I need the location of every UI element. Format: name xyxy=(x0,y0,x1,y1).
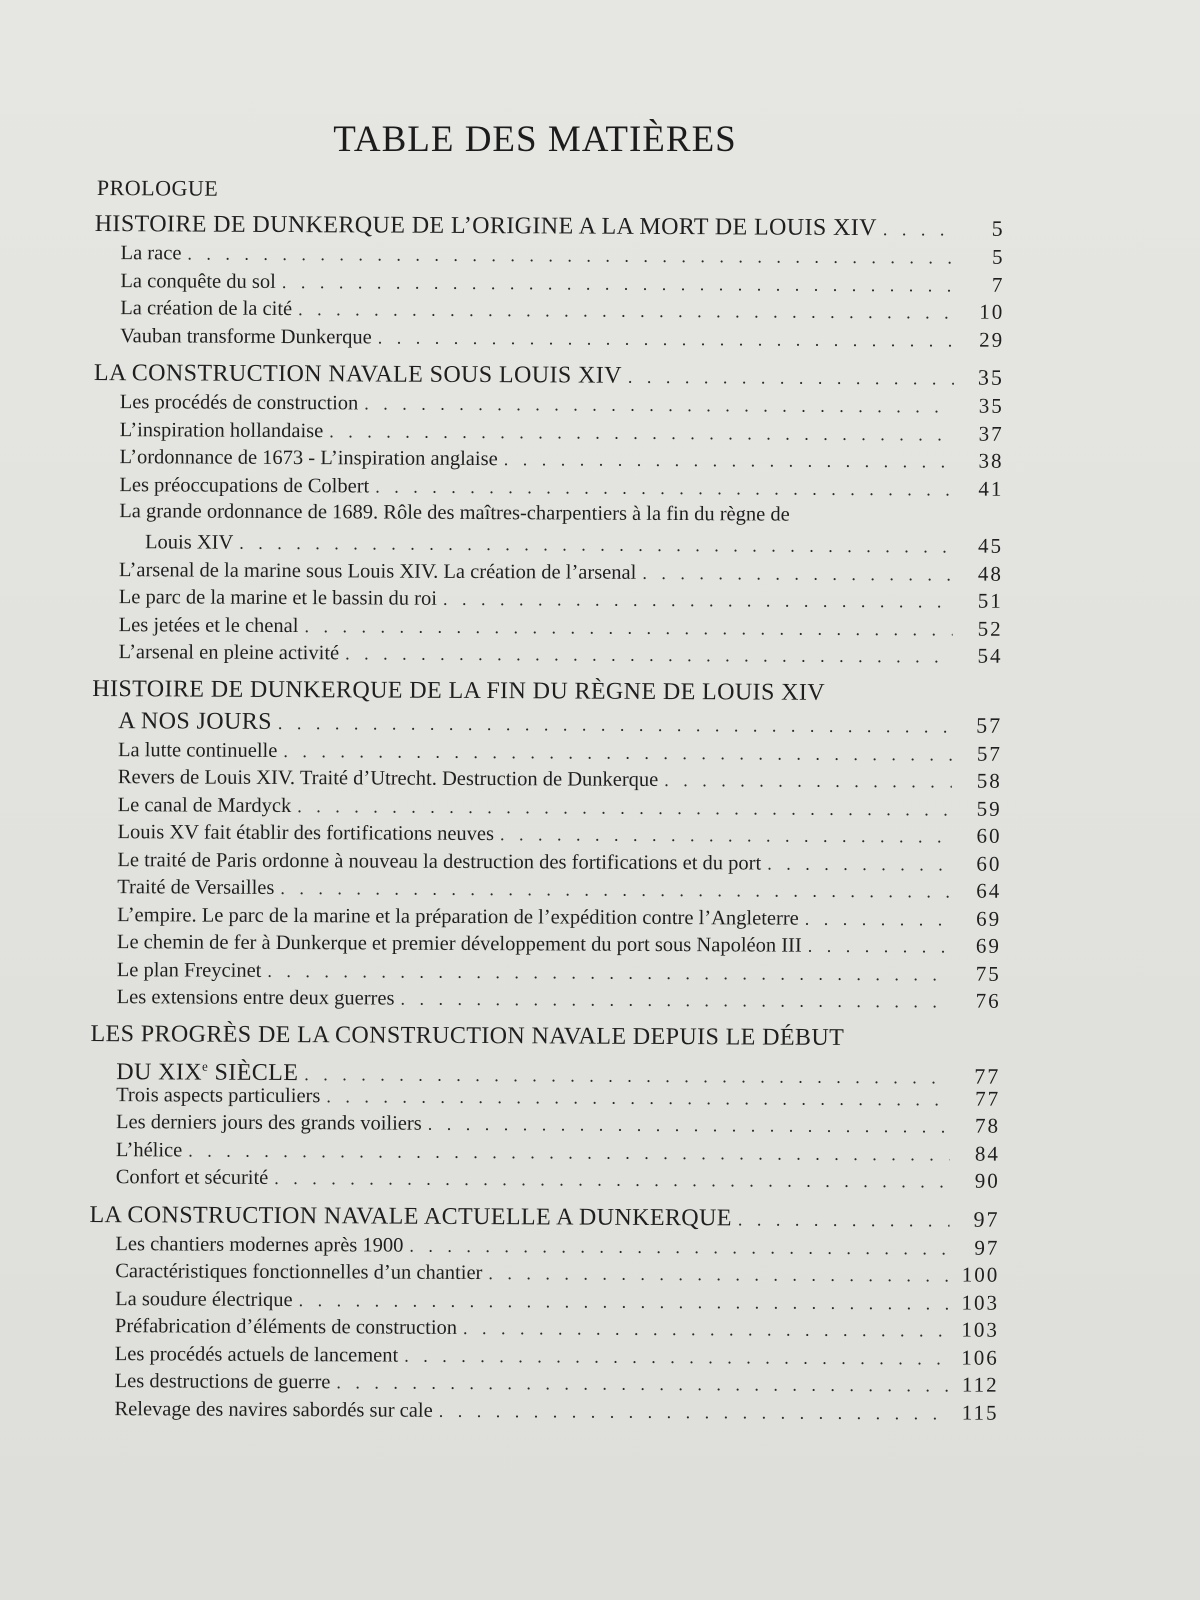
toc-entry xyxy=(95,239,1005,271)
toc-entry xyxy=(89,1257,999,1289)
page-number: 45 xyxy=(977,533,1004,558)
dot-leader xyxy=(664,767,952,796)
entry-text: Les préoccupations de Colbert xyxy=(119,473,370,497)
dot-leader xyxy=(628,362,954,395)
page-number: 10 xyxy=(979,299,1005,324)
dot-leader xyxy=(883,214,955,245)
toc-entry xyxy=(94,294,1004,326)
page-number: 58 xyxy=(976,768,1002,793)
entry-text: Le chemin de fer à Dunkerque et premier développement du port sous Napoléon III xyxy=(116,931,802,957)
page-number: 69 xyxy=(975,933,1002,958)
dot-leader xyxy=(187,240,954,271)
dot-leader xyxy=(463,1315,949,1345)
toc-entry xyxy=(93,555,1003,587)
toc-sections xyxy=(88,208,1004,1427)
page-number: 54 xyxy=(977,643,1003,668)
toc-entry xyxy=(93,498,1003,533)
page-number: 7 xyxy=(991,272,1005,297)
entry-text: Les procédés de construction xyxy=(119,391,359,415)
dot-leader xyxy=(364,390,954,420)
dot-leader xyxy=(738,1204,950,1236)
entry-text: Traité de Versailles xyxy=(117,876,275,899)
page-number: 57 xyxy=(976,741,1003,766)
page-number: 103 xyxy=(961,1317,1000,1342)
entry-text: La conquête du sol xyxy=(120,269,276,293)
entry-text: Louis XV fait établir des fortifications neuves xyxy=(117,821,495,846)
dot-leader xyxy=(297,793,952,823)
toc-entry xyxy=(89,1367,999,1399)
entry-text: L’ordonnance de 1673 - L’inspiration anglaise xyxy=(119,446,498,471)
toc-section xyxy=(91,673,1003,1015)
page-number: 75 xyxy=(975,961,1001,986)
toc-entry xyxy=(93,443,1003,475)
page-title: TABLE DES MATIÈRES xyxy=(333,119,737,160)
dot-leader xyxy=(345,640,952,670)
page-number: 106 xyxy=(961,1345,999,1370)
entry-text: Louis XIV xyxy=(145,531,234,554)
toc-entry xyxy=(89,1229,999,1261)
page-number: 97 xyxy=(973,1206,1000,1232)
dot-leader xyxy=(274,1165,950,1196)
toc-entry xyxy=(91,900,1001,932)
toc-section xyxy=(88,1198,999,1426)
entry-text: Les chantiers modernes après 1900 xyxy=(115,1232,404,1257)
entry-text: Le canal de Mardyck xyxy=(117,793,292,817)
dot-leader xyxy=(283,737,952,768)
section-heading xyxy=(92,704,1002,740)
dot-leader xyxy=(767,850,951,878)
toc-entry xyxy=(92,790,1002,822)
entry-text: Les jetées et le chenal xyxy=(118,613,299,637)
entry-text: Les derniers jours des grands voiliers xyxy=(115,1111,422,1135)
section-heading xyxy=(90,1018,1000,1054)
dot-leader xyxy=(443,586,953,616)
section-heading xyxy=(95,208,1005,244)
toc-entry xyxy=(94,321,1004,353)
toc-entry xyxy=(91,955,1001,987)
toc-entry xyxy=(91,873,1001,905)
dot-leader xyxy=(808,933,951,961)
dot-leader xyxy=(304,613,952,643)
entry-text: Caractéristiques fonctionnelles d’un chantier xyxy=(115,1260,483,1285)
toc-section xyxy=(90,1018,1001,1195)
toc-entry xyxy=(91,818,1001,850)
entry-text: Les destructions de guerre xyxy=(114,1370,331,1394)
page-number: 60 xyxy=(976,851,1002,876)
toc-entry xyxy=(94,266,1004,298)
entry-text: Préfabrication d’éléments de construction xyxy=(114,1315,458,1339)
page-number: 57 xyxy=(976,712,1003,738)
toc-entry xyxy=(90,1108,1000,1140)
dot-leader xyxy=(278,707,952,742)
dot-leader xyxy=(500,821,952,850)
section-heading-text: A NOS JOURS xyxy=(118,707,272,735)
dot-leader xyxy=(239,530,953,561)
page-number: 52 xyxy=(977,616,1003,641)
entry-text: Relevage des navires sabordés sur cale xyxy=(114,1397,433,1422)
entry-text: Le traité de Paris ordonne à nouveau la destruction des fortifications et du port xyxy=(117,848,762,874)
toc-entry xyxy=(92,735,1002,767)
dot-leader xyxy=(188,1137,950,1168)
dot-leader xyxy=(805,905,951,933)
prologue-heading: PROLOGUE xyxy=(96,175,219,201)
section-heading-text: LA CONSTRUCTION NAVALE ACTUELLE A DUNKERQUE xyxy=(89,1201,732,1231)
dot-leader xyxy=(404,1342,949,1372)
toc-entry xyxy=(93,583,1003,615)
entry-text: Les extensions entre deux guerres xyxy=(116,986,395,1010)
page-number: 76 xyxy=(975,988,1001,1013)
entry-text: L’arsenal de la marine sous Louis XIV. La création de l’arsenal xyxy=(118,558,637,584)
toc-entry xyxy=(88,1394,998,1426)
toc-entry xyxy=(90,1080,1000,1112)
entry-text: L’empire. Le parc de la marine et la préparation de l’expédition contre l’Angleterre xyxy=(117,903,799,930)
toc-entry xyxy=(90,1135,1000,1167)
toc-entry xyxy=(90,1163,1000,1195)
toc-entry xyxy=(89,1312,999,1344)
dot-leader xyxy=(409,1232,949,1262)
toc-entry xyxy=(91,928,1001,960)
section-heading-text: HISTOIRE DE DUNKERQUE DE LA FIN DU RÈGNE DE LOUIS XIV xyxy=(92,675,826,706)
entry-text: La soudure électrique xyxy=(115,1287,293,1311)
toc-entry xyxy=(93,610,1003,642)
entry-text: Le plan Freycinet xyxy=(116,958,262,982)
superscript: e xyxy=(202,1058,209,1074)
page-number: 77 xyxy=(975,1086,1001,1111)
dot-leader xyxy=(504,446,954,475)
page-number: 78 xyxy=(974,1113,1001,1138)
page-number: 60 xyxy=(976,823,1002,848)
section-heading xyxy=(92,673,1002,709)
dot-leader xyxy=(298,296,954,326)
toc-entry xyxy=(92,638,1002,670)
section-heading-text: LA CONSTRUCTION NAVALE SOUS LOUIS XIV xyxy=(93,359,622,389)
dot-leader xyxy=(329,418,953,448)
dot-leader xyxy=(400,986,950,1016)
dot-leader xyxy=(280,875,951,906)
page-number: 29 xyxy=(979,327,1005,352)
dot-leader xyxy=(642,559,953,588)
toc-entry xyxy=(91,845,1001,877)
page-number: 112 xyxy=(961,1372,999,1397)
page-number: 38 xyxy=(978,448,1004,473)
entry-text: La grande ordonnance de 1689. Rôle des maîtres-charpentiers à la fin du règne de xyxy=(119,500,790,526)
dot-leader xyxy=(267,957,951,988)
page-number: 115 xyxy=(961,1400,999,1425)
entry-text: Vauban transforme Dunkerque xyxy=(120,324,372,348)
page-number: 103 xyxy=(961,1290,1000,1315)
section-heading xyxy=(94,357,1004,393)
page-number: 84 xyxy=(974,1141,1000,1166)
table-of-contents xyxy=(88,172,1005,1435)
page-number: 41 xyxy=(978,476,1004,501)
page-number: 5 xyxy=(991,215,1005,241)
dot-leader xyxy=(439,1397,949,1427)
page-number: 35 xyxy=(977,364,1005,390)
dot-leader xyxy=(282,268,955,299)
page-number: 77 xyxy=(974,1063,1001,1089)
dot-leader xyxy=(378,324,955,354)
entry-text: Le parc de la marine et le bassin du roi xyxy=(118,586,438,610)
toc-entry xyxy=(89,1339,999,1371)
section-heading xyxy=(89,1198,999,1234)
dot-leader xyxy=(336,1369,948,1399)
dot-leader xyxy=(488,1260,949,1289)
page-number: 64 xyxy=(976,878,1002,903)
entry-text: Confort et sécurité xyxy=(115,1166,269,1189)
entry-text: L’arsenal en pleine activité xyxy=(118,641,340,665)
toc-entry xyxy=(94,388,1004,420)
page-number: 69 xyxy=(976,906,1002,931)
entry-text: Revers de Louis XIV. Traité d’Utrecht. Destruction de Dunkerque xyxy=(117,766,659,791)
toc-entry xyxy=(91,983,1001,1015)
entry-text: La création de la cité xyxy=(120,297,293,321)
toc-entry xyxy=(94,415,1004,447)
heading-prefix: DU XIX xyxy=(116,1058,203,1086)
page-number: 97 xyxy=(974,1235,1000,1260)
toc-section xyxy=(92,357,1004,670)
dot-leader xyxy=(299,1287,950,1317)
page-number: 5 xyxy=(992,244,1005,269)
entry-text: L’inspiration hollandaise xyxy=(119,418,324,442)
entry-text: La race xyxy=(120,242,182,265)
entry-text: L’hélice xyxy=(115,1138,183,1161)
section-heading xyxy=(90,1049,1001,1089)
dot-leader xyxy=(326,1083,950,1113)
section-heading-text: LES PROGRÈS DE LA CONSTRUCTION NAVALE DEPUIS LE DÉBUT xyxy=(90,1020,845,1051)
toc-entry xyxy=(93,528,1003,560)
dot-leader xyxy=(428,1111,950,1141)
page-number: 100 xyxy=(961,1262,1000,1287)
heading-suffix: SIÈCLE xyxy=(208,1059,299,1086)
page-number: 90 xyxy=(974,1168,1000,1193)
page-number: 48 xyxy=(977,561,1003,586)
entry-text: Les procédés actuels de lancement xyxy=(114,1342,399,1367)
page-number: 59 xyxy=(976,796,1002,821)
toc-entry xyxy=(89,1284,999,1316)
section-heading-text: HISTOIRE DE DUNKERQUE DE L’ORIGINE A LA MORT DE LOUIS XIV xyxy=(94,210,878,242)
toc-section xyxy=(94,208,1005,354)
entry-text: La lutte continuelle xyxy=(117,738,278,762)
toc-entry xyxy=(92,763,1002,795)
page-number: 51 xyxy=(977,588,1003,613)
page-number: 35 xyxy=(978,393,1004,418)
dot-leader xyxy=(375,473,953,503)
page-number: 37 xyxy=(978,421,1004,446)
entry-text: Trois aspects particuliers xyxy=(116,1083,321,1107)
